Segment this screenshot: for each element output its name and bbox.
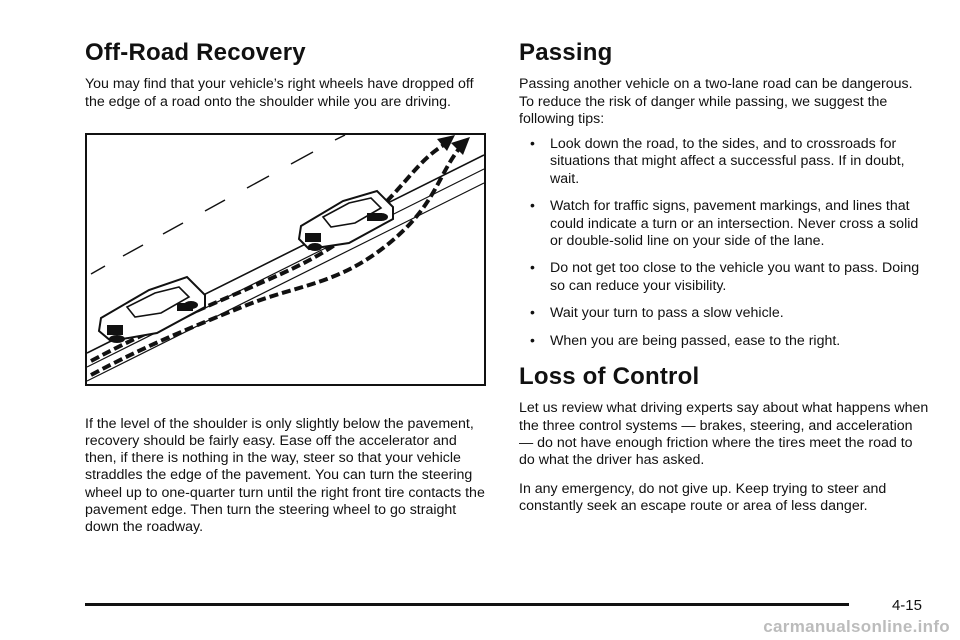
passing-tips-list [519,136,929,350]
list-item: • Do not get too close to the vehicle you want to pass. Doing so can reduce your visibility. [530,259,920,294]
loss-of-control-heading: Loss of Control [519,363,700,391]
off-road-recovery-heading: Off-Road Recovery [85,39,306,66]
right-column [519,40,929,516]
page-number: 4-15 [891,597,922,614]
off-road-body: If the level of the shoulder is only slightly below the pavement, recovery should be fairly easy. Ease off the accelerator and then, if there is nothing in the way, steer so that your vehicle straddles the edge of the pavement. You can turn the steering wheel up to one-quarter turn until the right front tire contacts the pavement edge. Then turn the steering wheel to go straight down the roadway. [85,415,485,536]
bullet-icon: • [530,304,535,321]
bullet-icon: • [530,135,535,151]
list-item: • Look down the road, to the sides, and to crossroads for situations that might affect a successful pass. If in doubt, wait. [530,135,905,187]
pavement-edge-lines [87,155,484,381]
footer-rule [85,603,849,606]
list-item: • Watch for traffic signs, pavement markings, and lines that could indicate a turn or an intersection. Never cross a solid or double-solid line on your side of the lane. [530,197,919,250]
left-column [85,40,490,536]
center-dashed-line [91,135,345,274]
passing-intro: Passing another vehicle on a two-lane road can be dangerous. To reduce the risk of danger while passing, we suggest the following tips: [519,76,913,127]
bullet-icon: • [530,259,535,276]
list-item: • When you are being passed, ease to the right. [530,331,841,349]
bullet-icon: • [530,197,535,214]
loss-paragraph-2: In any emergency, do not give up. Keep trying to steer and constantly seek an escape route or area of less danger. [519,481,887,515]
passing-heading: Passing [519,39,613,66]
bullet-icon: • [530,331,535,348]
rear-car [99,277,205,343]
road-recovery-diagram [87,135,484,384]
front-car [299,191,393,251]
list-item: • Wait your turn to pass a slow vehicle. [530,304,784,322]
watermark-text: carmanualsonline.info [763,617,950,636]
loss-paragraph-1: Let us review what driving experts say about what happens when the three control systems — brakes, steering, and acceleration — do not have enough friction where the tires meet the road to do what the driver has asked. [519,400,929,469]
off-road-recovery-illustration [85,133,486,386]
off-road-intro: You may find that your vehicle’s right wheels have dropped off the edge of a road onto the shoulder while you are driving. [85,76,474,110]
